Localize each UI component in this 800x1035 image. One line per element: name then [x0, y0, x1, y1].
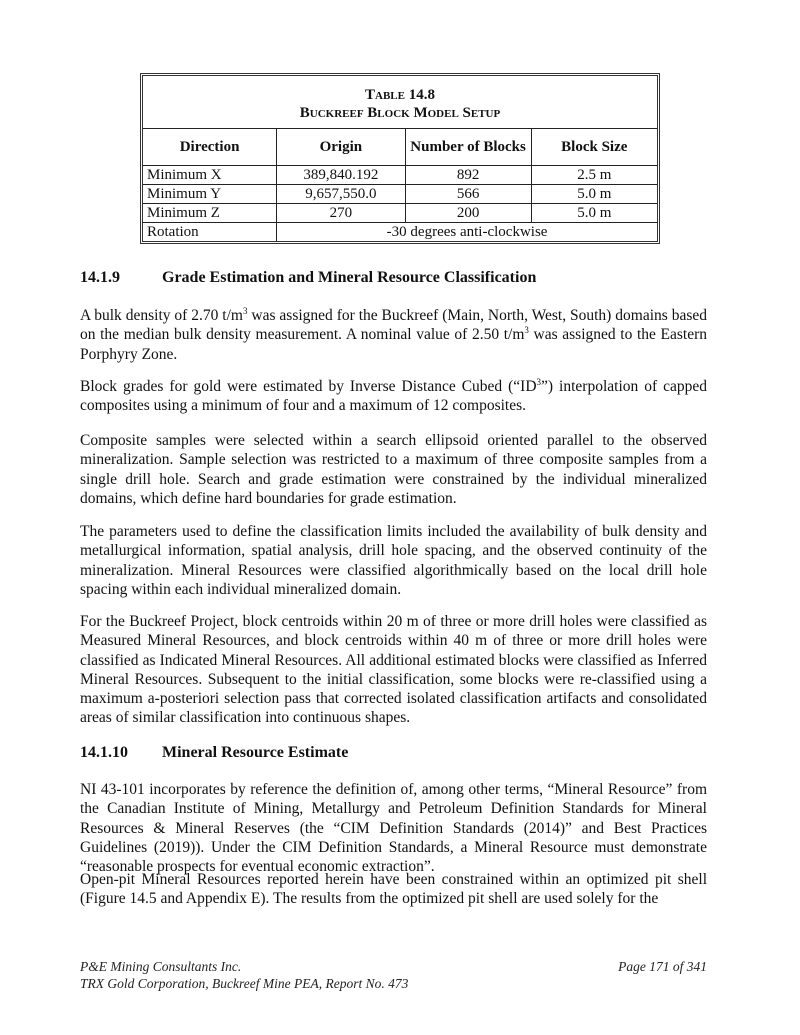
header-direction: Direction — [143, 129, 277, 166]
cell-direction: Minimum X — [143, 166, 277, 185]
cell-block-size: 5.0 m — [531, 204, 657, 223]
cell-number-of-blocks: 200 — [405, 204, 531, 223]
footer-company: P&E Mining Consultants Inc. — [80, 959, 242, 974]
section-heading-14-1-9 — [80, 269, 536, 287]
paragraph-classification-parameters: The parameters used to define the classification limits included the availability of bulk density and metallurgical information, spatial analysis, drill hole spacing, and the observed continuity of the mineralization. Mineral Resources were classified algorithmically based on the local drill hole spacing within each individual mineralized domain. — [80, 523, 707, 598]
paragraph-composite-samples: Composite samples were selected within a search ellipsoid oriented parallel to the observed mineralization. Sample selection was restricted to a maximum of three composite samples from a single drill hole. Search and grade estimation were constrained by the individual mineralized domains, which define hard boundaries for grade estimation. — [80, 432, 707, 507]
section-title: Mineral Resource Estimate — [162, 744, 349, 761]
cell-direction: Minimum Y — [143, 185, 277, 204]
table-header-row — [143, 129, 657, 166]
section-number: 14.1.10 — [80, 744, 128, 761]
paragraph-bulk-density: A bulk density of 2.70 $t/m^3$ was assigned for the Buckreef (Main, North, West, South) domains based on the median bulk density measurement. A nominal value of 2.50 $t/m^3$ was assigned to the Eastern Porphyry Zone. — [80, 305, 707, 363]
section-number: 14.1.9 — [80, 269, 120, 286]
footer-report: TRX Gold Corporation, Buckreef Mine PEA, Report No. 473 — [80, 976, 409, 991]
paragraph-buckreef-classification: For the Buckreef Project, block centroids within 20 m of three or more drill holes were classified as Measured Mineral Resources, and block centroids within 40 m of three or more drill holes were classified as Indicated Mineral Resources. All additional estimated blocks were classified as Inferred Mineral Resources. Subsequent to the initial classification, some blocks were re-classified using a maximum a-posteriori selection pass that corrected isolated classification artifacts and consolidated areas of similar classification into continuous shapes. — [80, 613, 707, 727]
section-title: Grade Estimation and Mineral Resource Classification — [162, 269, 537, 286]
table-row — [143, 166, 657, 185]
header-origin: Origin — [277, 129, 406, 166]
cell-origin: 389,840.192 — [277, 166, 406, 185]
table-row — [143, 185, 657, 204]
cell-block-size: 5.0 m — [531, 185, 657, 204]
cell-number-of-blocks: 566 — [405, 185, 531, 204]
cell-origin: 9,657,550.0 — [277, 185, 406, 204]
block-model-table — [140, 73, 660, 244]
section-heading-14-1-10 — [80, 744, 348, 762]
cell-origin: 270 — [277, 204, 406, 223]
paragraph-open-pit: Open-pit Mineral Resources reported herein have been constrained within an optimized pit shell (Figure 14.5 and Appendix E). The results from the optimized pit shell are used solely for the — [80, 871, 707, 908]
table-row-rotation — [143, 223, 657, 242]
cell-direction: Minimum Z — [143, 204, 277, 223]
cell-number-of-blocks: 892 — [405, 166, 531, 185]
paragraph-ni-43-101: NI 43-101 incorporates by reference the definition of, among other terms, “Mineral Resource” from the Canadian Institute of Mining, Metallurgy and Petroleum Definition Standards for Mineral Resources & Mineral Reserves (the “CIM Definition Standards (2014)” and Best Practices Guidelines (2019)). Under the CIM Definition Standards, a Mineral Resource must demonstrate “reasonable prospects for eventual economic extraction”. — [80, 781, 707, 876]
header-number-of-blocks: Number of Blocks — [405, 129, 531, 166]
table-caption — [143, 76, 657, 129]
table-number: Table 14.8 — [365, 87, 435, 103]
header-block-size: Block Size — [531, 129, 657, 166]
table-title: Buckreef Block Model Setup — [299, 105, 501, 121]
block-model-setup-table — [143, 76, 657, 241]
paragraph-block-grades: Block grades for gold were estimated by Inverse Distance Cubed $(“ID^3”)$ interpolation of capped composites using a minimum of four and a maximum of 12 composites. — [80, 376, 708, 415]
table-row — [143, 204, 657, 223]
page-footer — [80, 958, 707, 992]
footer-page-number: Page 171 of 341 — [618, 959, 707, 974]
cell-rotation-label: Rotation — [143, 223, 277, 242]
cell-rotation-value: -30 degrees anti-clockwise — [277, 223, 657, 242]
cell-block-size: 2.5 m — [531, 166, 657, 185]
